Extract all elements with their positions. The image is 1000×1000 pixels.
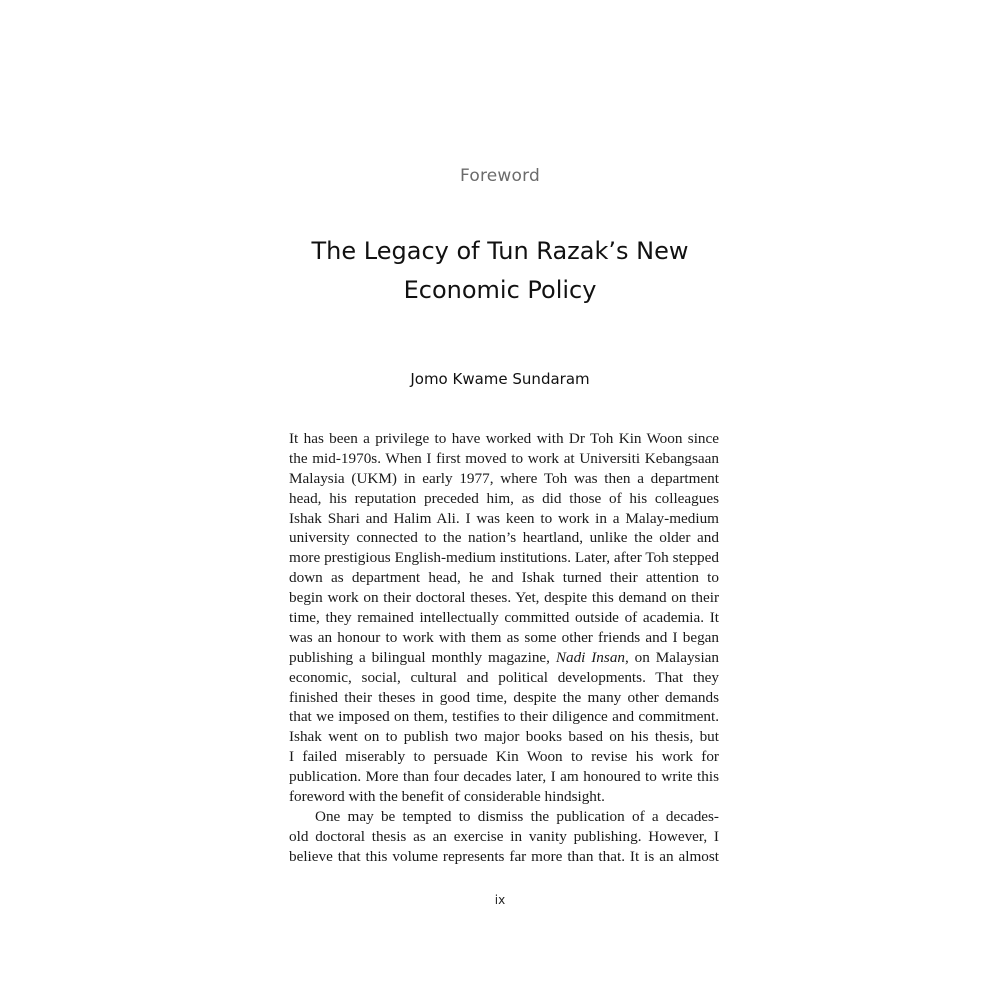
- text-line: publication. More than four decades later, I am honoured to write this: [289, 768, 719, 786]
- text-line: finished their theses in good time, despite the many other demands: [289, 688, 719, 706]
- text-line: that we imposed on them, testifies to their diligence and commitment.: [289, 708, 719, 726]
- text-line: begin work on their doctoral theses. Yet, despite this demand on their: [289, 589, 719, 607]
- text-segment: publishing a bilingual monthly magazine,: [289, 648, 556, 666]
- paragraph-2: [289, 807, 719, 867]
- text-line: It has been a privilege to have worked with Dr Toh Kin Woon since: [289, 430, 719, 447]
- text-line: Ishak went on to publish two major books based on his thesis, but: [289, 728, 719, 746]
- page-number: ix: [494, 893, 506, 907]
- text-line: university connected to the nation’s heartland, unlike the older and: [289, 529, 719, 547]
- text-line: old doctoral thesis as an exercise in vanity publishing. However, I: [289, 827, 719, 845]
- text-line: was an honour to work with them as some other friends and I began: [289, 628, 719, 646]
- text-line-magazine: [289, 648, 719, 668]
- text-line: Ishak Shari and Halim Ali. I was keen to work in a Malay-medium: [289, 509, 719, 527]
- text-line: One may be tempted to dismiss the publication of a decades-: [315, 807, 719, 825]
- author-name: Jomo Kwame Sundaram: [410, 370, 590, 388]
- text-line: the mid-1970s. When I first moved to work at Universiti Kebangsaan: [289, 449, 719, 467]
- text-line: head, his reputation preceded him, as did those of his colleagues: [289, 489, 719, 507]
- chapter-title: [250, 232, 750, 310]
- text-line: economic, social, cultural and political developments. That they: [289, 668, 719, 686]
- body-text: [289, 429, 719, 867]
- text-line: more prestigious English-medium institutions. Later, after Toh stepped: [289, 549, 719, 567]
- text-segment: , on Malaysian: [625, 648, 720, 666]
- paragraph-1: [289, 429, 719, 807]
- text-line: down as department head, he and Ishak turned their attention to: [289, 569, 719, 587]
- text-line: Malaysia (UKM) in early 1977, where Toh was then a department: [289, 469, 719, 487]
- text-line: foreword with the benefit of considerable hindsight.: [289, 788, 605, 806]
- section-label: Foreword: [459, 166, 541, 186]
- text-line: I failed miserably to persuade Kin Woon to revise his work for: [289, 748, 719, 766]
- chapter-title-line-1: The Legacy of Tun Razak’s New: [311, 237, 689, 265]
- chapter-title-line-2: Economic Policy: [403, 276, 597, 304]
- text-line: believe that this volume represents far more than that. It is an almost: [289, 847, 719, 865]
- magazine-title: Nadi Insan: [555, 648, 626, 666]
- text-line: time, they remained intellectually committed outside of academia. It: [289, 609, 719, 627]
